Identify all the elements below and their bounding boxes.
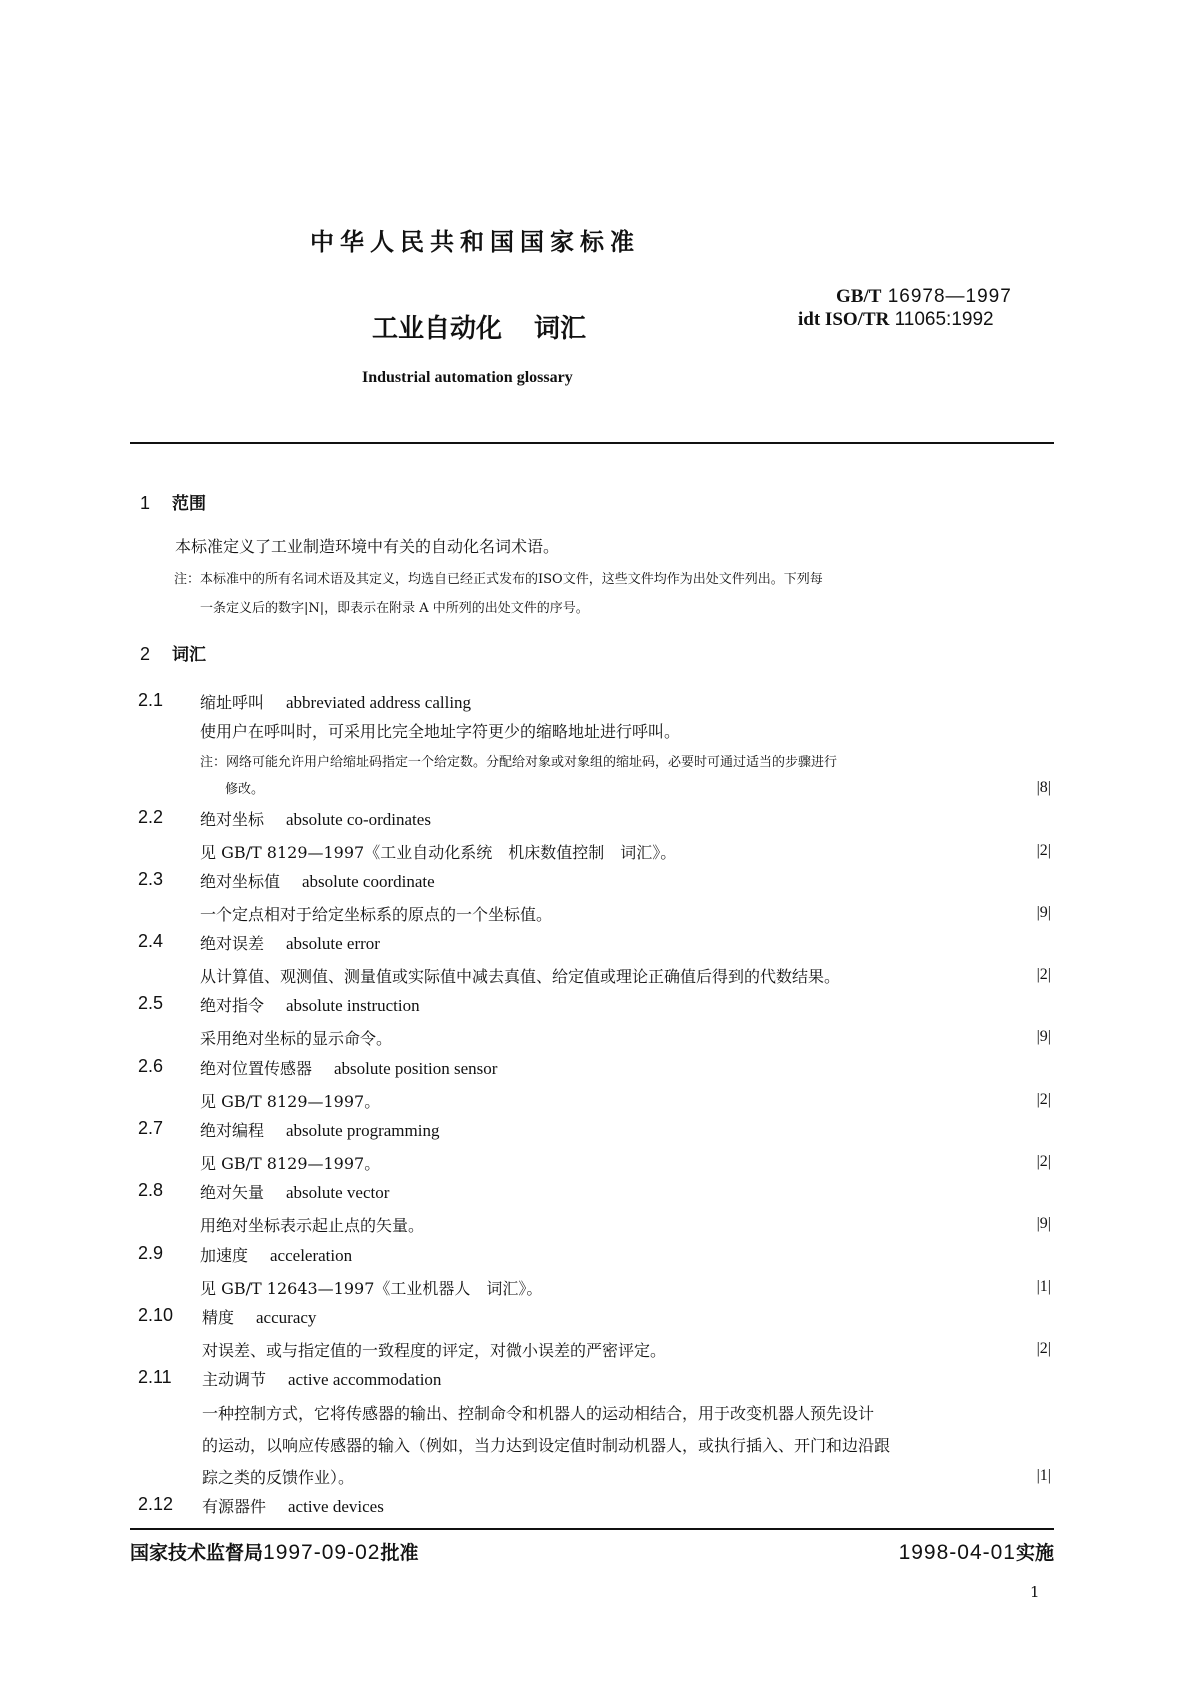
- section-heading-vocab: [140, 640, 206, 665]
- entry-number: 2.10: [138, 1305, 174, 1325]
- entry-definition: 一个定点相对于给定坐标系的原点的一个坐标值。: [200, 905, 553, 924]
- term-en: absolute instruction: [286, 996, 420, 1015]
- section-number: 1: [140, 493, 151, 513]
- approve-label: 批准: [380, 1542, 419, 1564]
- term-cn: 缩址呼叫: [200, 693, 265, 712]
- entry-definition: 使用户在呼叫时，可采用比完全地址字符更少的缩略地址进行呼叫。: [200, 722, 681, 741]
- entry-number: 2.7: [138, 1118, 164, 1138]
- document-title-cn: [372, 308, 586, 345]
- entry-number: 2.3: [138, 869, 164, 889]
- entry-source-ref: |2|: [1036, 1091, 1051, 1108]
- scope-text: 本标准定义了工业制造环境中有关的自动化名词术语。: [175, 537, 560, 556]
- term-en: accuracy: [256, 1308, 317, 1327]
- entry-source-ref: |1|: [1036, 1278, 1051, 1295]
- section-number: 2: [140, 644, 151, 664]
- term-cn: 精度: [202, 1308, 235, 1327]
- entry-source-ref: |9|: [1036, 1028, 1051, 1045]
- implement-label: 实施: [1015, 1542, 1054, 1564]
- scope-note-line1: 注：本标准中的所有名词术语及其定义，均选自已经正式发布的ISO文件，这些文件均作为出处文件列出。下列每: [174, 572, 823, 587]
- entry-source-ref: |1|: [1036, 1467, 1051, 1484]
- entry-number: 2.5: [138, 993, 164, 1013]
- term-cn: 绝对矢量: [200, 1183, 265, 1202]
- entry-definition: 用绝对坐标表示起止点的矢量。: [200, 1216, 425, 1235]
- entry-definition: 见 GB/T 8129—1997。: [200, 1092, 381, 1111]
- section-title: 词汇: [172, 645, 206, 665]
- implement-date: 1998-04-01: [898, 1541, 1016, 1564]
- term-cn: 绝对指令: [200, 996, 265, 1015]
- idt-prefix: idt ISO/TR: [798, 309, 890, 330]
- entry-number: 2.12: [138, 1494, 174, 1514]
- page-number: 1: [1030, 1583, 1040, 1601]
- entry-note-line2: 修改。: [225, 782, 265, 797]
- term-en: absolute vector: [286, 1183, 390, 1202]
- term-cn: 绝对坐标: [200, 810, 265, 829]
- term-en: absolute error: [286, 934, 380, 953]
- entry-source-ref: |2|: [1036, 1340, 1051, 1357]
- entry-term: [200, 993, 420, 1016]
- term-cn: 绝对误差: [200, 934, 265, 953]
- entry-definition: 见 GB/T 8129—1997。: [200, 1154, 381, 1173]
- identical-standard: [798, 309, 994, 331]
- standard-number: [836, 286, 1012, 308]
- entry-term: [202, 1305, 316, 1328]
- term-en: absolute coordinate: [302, 872, 435, 891]
- entry-number: 2.2: [138, 807, 164, 827]
- entry-source-ref: |8|: [1036, 779, 1051, 796]
- title-cn-part2: 词汇: [534, 314, 587, 344]
- section-heading-scope: [140, 489, 206, 514]
- term-cn: 绝对编程: [200, 1121, 265, 1140]
- term-cn: 主动调节: [202, 1370, 267, 1389]
- country-standard-heading: 中华人民共和国国家标准: [310, 228, 640, 256]
- entry-definition-line3: 踪之类的反馈作业）。: [202, 1468, 355, 1487]
- entry-term: [202, 1494, 384, 1517]
- entry-term: [200, 869, 435, 892]
- entry-note-line1: 注：网络可能允许用户给缩址码指定一个给定数。分配给对象或对象组的缩址码，必要时可通过适当的步骤进行: [200, 755, 838, 770]
- approval-line: [130, 1538, 418, 1565]
- term-en: abbreviated address calling: [286, 693, 472, 712]
- entry-source-ref: |2|: [1036, 966, 1051, 983]
- term-cn: 绝对坐标值: [200, 872, 281, 891]
- entry-number: 2.6: [138, 1056, 164, 1076]
- std-number: 16978—1997: [887, 286, 1012, 307]
- entry-definition: 见 GB/T 8129—1997《工业自动化系统 机床数值控制 词汇》。: [200, 843, 677, 862]
- term-en: absolute position sensor: [334, 1059, 498, 1078]
- entry-term: [202, 1367, 441, 1390]
- term-en: acceleration: [270, 1246, 353, 1265]
- entry-source-ref: |2|: [1036, 1153, 1051, 1170]
- entry-definition: 采用绝对坐标的显示命令。: [200, 1029, 393, 1048]
- entry-term: [200, 1180, 389, 1203]
- entry-definition-line2: 的运动，以响应传感器的输入（例如，当力达到设定值时制动机器人，或执行插入、开门和边沿跟: [202, 1436, 891, 1455]
- entry-definition: 从计算值、观测值、测量值或实际值中减去真值、给定值或理论正确值后得到的代数结果。: [200, 967, 841, 986]
- scope-note-line2: 一条定义后的数字|N|，即表示在附录 A 中所列的出处文件的序号。: [200, 601, 589, 616]
- entry-source-ref: |9|: [1036, 1215, 1051, 1232]
- entry-term: [200, 931, 380, 954]
- std-prefix: GB/T: [836, 286, 882, 307]
- entry-number: 2.9: [138, 1243, 164, 1263]
- entry-term: [200, 690, 471, 713]
- header-divider: [130, 442, 1054, 444]
- entry-number: 2.4: [138, 931, 164, 951]
- term-cn: 有源器件: [202, 1497, 267, 1516]
- entry-definition: 对误差、或与指定值的一致程度的评定，对微小误差的严密评定。: [202, 1341, 667, 1360]
- approve-date: 1997-09-02: [263, 1541, 381, 1564]
- term-en: active accommodation: [288, 1370, 442, 1389]
- implementation-line: [899, 1538, 1054, 1565]
- entry-number: 2.11: [138, 1367, 172, 1387]
- entry-number: 2.1: [138, 690, 164, 710]
- entry-number: 2.8: [138, 1180, 164, 1200]
- term-en: absolute programming: [286, 1121, 440, 1140]
- term-cn: 加速度: [200, 1246, 249, 1265]
- entry-term: [200, 1118, 439, 1141]
- term-cn: 绝对位置传感器: [200, 1059, 313, 1078]
- entry-term: [200, 1243, 352, 1266]
- term-en: absolute co-ordinates: [286, 810, 431, 829]
- approve-org: 国家技术监督局: [130, 1542, 264, 1564]
- entry-term: [200, 807, 431, 830]
- entry-source-ref: |2|: [1036, 842, 1051, 859]
- entry-definition: 见 GB/T 12643—1997《工业机器人 词汇》。: [200, 1279, 543, 1298]
- section-title: 范围: [172, 494, 206, 514]
- title-cn-part1: 工业自动化: [372, 314, 503, 344]
- term-en: active devices: [288, 1497, 384, 1516]
- footer-divider: [130, 1528, 1054, 1530]
- entry-term: [200, 1056, 497, 1079]
- idt-number: 11065:1992: [894, 309, 994, 330]
- entry-definition-line1: 一种控制方式，它将传感器的输出、控制命令和机器人的运动相结合，用于改变机器人预先设计: [202, 1404, 875, 1423]
- entry-source-ref: |9|: [1036, 904, 1051, 921]
- document-title-en: Industrial automation glossary: [362, 369, 573, 386]
